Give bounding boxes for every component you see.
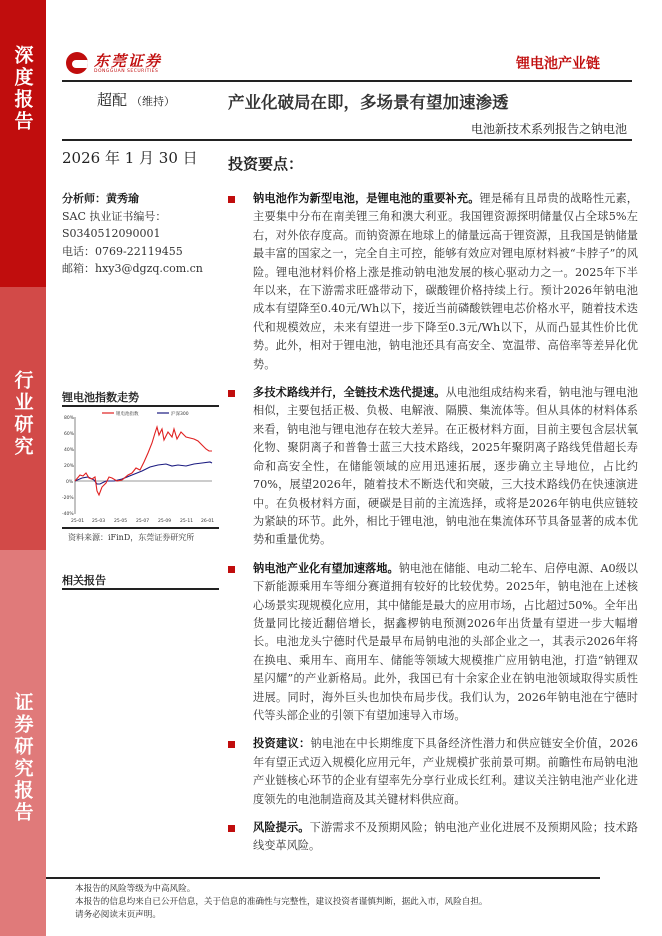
report-headline: 产业化破局在即，多场景有望加速渗透 [228,93,509,112]
square-bullet-icon [228,390,235,397]
svg-text:-20%: -20% [62,496,74,501]
square-bullet-icon [228,196,235,203]
disclaimer-read-notice: 请务必阅读末页声明。 [75,910,161,920]
square-bullet-icon [228,825,235,832]
svg-text:25-05: 25-05 [114,519,128,524]
svg-text:0%: 0% [66,480,74,485]
key-point-item [228,735,638,809]
report-subhead: 电池新技术系列报告之钠电池 [470,122,627,136]
sidebar-band-deep-report [0,0,46,287]
sac-number: S0340512090001 [62,227,161,240]
key-point-text: 从电池组成结构来看，钠电池与锂电池相似，主要包括正极、负极、电解液、隔膜、集流体等。但从具体的材料体系来看，钠电池与锂电池存在较大差异。在正极材料方面，目前主要包含层状氧化物、聚阴离子和普鲁士蓝三大技术路线，2025年聚阴离子路线凭借超长寿命和高安全性，在储能领域的应用迅速拓展，逐步确立主导地位，占比约70%，展望2026年，随着技术不断迭代和突破，三大技术路线仍在快速演进中。在负极材料方面，硬碳是目前的主流选择，或将是2026年钠电供应链较为紧缺的环节。此外，相比于锂电池，钠电池在集流体环节具备显著的成本优势和重量优势。 [253,386,638,547]
svg-text:80%: 80% [64,416,75,421]
footer-divider [46,877,600,879]
sidebar-label-securities-report: 证券研究报告 [11,692,34,824]
line-chart-svg [62,407,222,525]
svg-text:25-09: 25-09 [158,519,172,524]
square-bullet-icon [228,741,235,748]
sidebar-label-industry-research: 行业研究 [11,369,34,458]
square-bullet-icon [228,566,235,573]
sector-label: 锂电池产业链 [516,56,600,72]
disclaimer-risk-level: 本报告的风险等级为中高风险。 [75,884,196,894]
disclaimer [75,883,488,922]
svg-text:25-03: 25-03 [92,519,106,524]
disclaimer-info-source: 本报告的信息均来自已公开信息，关于信息的准确性与完整性，建议投资者谨慎判断，据此入市，风险自担。 [75,897,488,907]
rating-value: 超配 [97,91,128,109]
chart-bottom-divider [62,527,219,529]
svg-text:-40%: -40% [62,512,74,517]
related-reports-divider [62,588,219,590]
svg-text:40%: 40% [64,448,75,453]
analyst-name: 分析师：黄秀瑜 [62,192,139,205]
analyst-info [62,190,203,278]
svg-text:25-11: 25-11 [180,519,194,524]
svg-text:60%: 60% [64,432,75,437]
key-point-text: 下游需求不及预期风险；钠电池产业化进展不及预期风险；技术路线变革风险。 [253,821,638,853]
key-point-lead: 投资建议： [253,737,311,751]
key-points-title: 投资要点： [228,155,304,173]
key-point-lead: 钠电池作为新型电池，是锂电池的重要补充。 [253,192,480,205]
sidebar-band-securities-report [0,550,46,936]
key-point-item [228,819,638,856]
svg-text:26-01: 26-01 [201,519,215,524]
chart-title: 锂电池指数走势 [62,391,139,404]
rating-note: （维持） [131,95,176,108]
key-point-item [228,384,638,550]
rating [97,89,175,110]
header-divider [62,80,632,82]
svg-text:锂电池指数: 锂电池指数 [116,412,139,417]
svg-text:25-07: 25-07 [136,519,150,524]
key-point-item [228,190,638,374]
svg-text:沪深300: 沪深300 [171,412,189,417]
sidebar-band-industry-research [0,287,46,550]
key-points-list [228,190,638,866]
analyst-email: 邮箱：hxy3@dgzq.com.cn [62,262,203,275]
related-reports-title: 相关报告 [62,574,106,587]
key-point-lead: 多技术路线并行，全链技术迭代提速。 [253,386,446,400]
index-trend-chart [62,407,222,525]
svg-text:25-01: 25-01 [71,519,85,524]
sidebar-label-deep-report: 深度报告 [11,44,34,133]
logo-name-en: DONGGUAN SECURITIES [94,68,159,74]
key-point-text: 锂是稀有且昂贵的战略性元素，主要集中分布在南美锂三角和澳大利亚。我国锂资源探明储量仅占全球5%左右，对外依存度高。而钠资源在地球上的储量远高于锂资源，且我国是钠储量最丰富的国家之一，完全自主可控，能够有效应对锂电原材料被“卡脖子”的风险。锂电池材料价格上涨是推动钠电池发展的核心驱动力之一。2025年下半年以来，在下游需求旺盛带动下，碳酸锂价格持续上行。预计2026年钠电池成本有望降至0.40元/Wh以下，接近当前磷酸铁锂电芯价格水平，随着技术迭代和规模效应，未来有望进一步下降至0.3元/Wh以下，从而凸显其性价比优势。此外，相对于锂电池，钠电池还具有高安全、宽温带、高倍率等差异化优势。 [253,192,638,371]
key-point-text: 钠电池在储能、电动二轮车、启停电源、A0级以下新能源乘用车等细分赛道拥有较好的比较优势。2025年，钠电池在上述核心场景实现规模化应用，其中储能是最大的应用市场，占比超过50%。全年出货量同比接近翻倍增长，据鑫椤钠电预测2026年出货量有望进一步大幅增长。电池龙头宁德时代是最早布局钠电池的头部企业之一，其表示2026年将在换电、乘用车、商用车、储能等领域大规模推广应用钠电池，打造“钠锂双星闪耀”的产业新格局。此外，我国已有十余家企业在钠电池领域取得实质性进展。同时，海外巨头也加快布局步伐。我们认为，2026年钠电池在宁德时代等头部企业的引领下有望加速导入市场。 [253,561,638,722]
logo-mark-icon [66,52,88,74]
subhead-divider [62,139,632,141]
key-point-lead: 风险提示。 [253,821,310,834]
analyst-phone: 电话：0769-22119455 [62,244,183,258]
key-point-item [228,560,638,726]
sidebar [0,0,46,936]
company-logo [66,52,162,74]
logo-name-cn: 东莞证券 [94,51,163,70]
sac-label: SAC 执业证书编号： [62,209,167,223]
report-date: 2026 年 1 月 30 日 [62,149,198,167]
key-point-lead: 钠电池产业化有望加速落地。 [253,561,399,575]
chart-source: 资料来源：iFinD，东莞证券研究所 [68,533,195,542]
svg-text:20%: 20% [64,464,75,469]
key-point-text: 钠电池在中长期维度下具备经济性潜力和供应链安全价值，2026年有望正式迈入规模化应用元年，产业规模扩张前景可期。前瞻性布局钠电池产业链核心环节的企业有望率先分享行业成长红利。建议关注钠电池产业化进度领先的电池制造商及其关键材料供应商。 [253,737,638,806]
